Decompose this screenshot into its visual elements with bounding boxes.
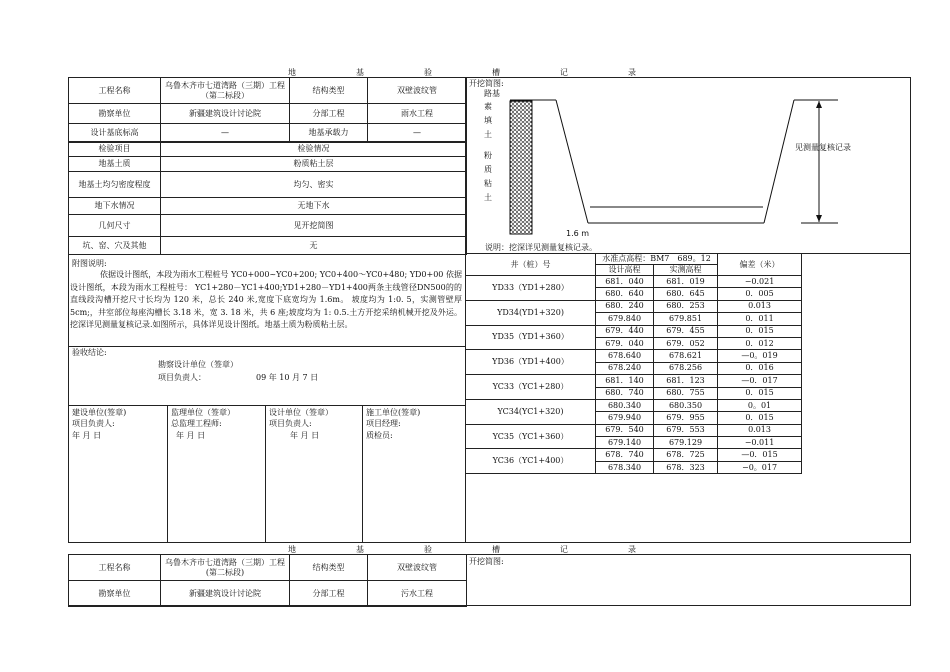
design-elevation: 680．240 [596,300,654,312]
inspection-status: 粉质粘土层 [161,157,467,172]
survey-unit-label: 勘察单位 [69,104,161,124]
record-title: 地 基 验 槽 记 录 [288,68,662,77]
sketch-side-text: 粘 [484,179,492,188]
sign-date: 质检员: [366,431,393,440]
survey-sign-label: 勘察设计单位（签章） [158,360,238,369]
measured-elevation: 678．323 [654,461,718,473]
sign-person: 总监理工程师: [171,419,222,428]
well-no: YC35（YC1+360） [466,424,596,449]
divider [167,405,168,543]
measured-elevation: 678．725 [654,449,718,461]
measured-elevation: 679．455 [654,325,718,337]
project-name-value: 乌鲁木齐市七道湾路（三期）工程(第二标段) [161,555,290,581]
deviation: 0．012 [718,337,802,349]
structure-type-value: 双壁波纹管 [368,555,467,581]
bearing-capacity-label: 地基承载力 [290,124,368,143]
sign-date: 年 月 日 [176,431,206,440]
measured-elevation-header: 实测高程 [654,265,718,276]
measured-elevation: 678.621 [654,350,718,362]
design-elevation: 679.140 [596,437,654,449]
well-no: YD34(YD1+320) [466,300,596,325]
inspection-item: 地下水情况 [69,198,161,215]
elevation-row [466,424,802,436]
sign-date: 年 月 日 [290,431,320,440]
elevation-row [466,325,802,337]
design-elevation: 679.840 [596,313,654,325]
deviation: −0。017 [718,461,802,473]
divider [265,405,266,543]
divider [68,405,466,406]
inspection-item: 地基土质 [69,157,161,172]
divider [68,346,466,347]
sketch-side-text: 土 [484,130,492,139]
record2-title: 地 基 验 槽 记 录 [288,545,662,554]
design-elevation: 678.640 [596,350,654,362]
design-elevation-value: — [161,124,290,143]
structure-type-label: 结构类型 [290,555,368,581]
inspection-item-header: 检验项目 [69,142,161,157]
design-elevation: 681．040 [596,276,654,288]
subproject-label: 分部工程 [290,581,368,607]
design-elevation: 678.240 [596,362,654,374]
deviation: 0．011 [718,313,802,325]
survey-unit-label: 勘察单位 [69,581,161,607]
deviation: —0。019 [718,350,802,362]
sign-unit: 施工单位(签章) [366,408,421,417]
right-slope [764,100,794,223]
inspection-item: 地基土均匀密度程度 [69,172,161,198]
design-elevation: 679.940 [596,412,654,424]
well-no: YD35（YD1+360） [466,325,596,350]
sign-date: 年 月 日 [72,431,102,440]
survey-date: 09 年 10 月 7 日 [256,373,319,382]
deviation: 0。01 [718,399,802,411]
sketch-side-text: 路基 [484,89,500,98]
design-elevation: 680．740 [596,387,654,399]
record2-sketch-label: 开挖简图: [469,557,504,566]
design-elevation: 678．740 [596,449,654,461]
project-name-value: 乌鲁木齐市七道湾路（三期）工程（第二标段） [161,78,290,104]
divider [362,405,363,543]
project-name-label: 工程名称 [69,555,161,581]
inspection-item: 几何尺寸 [69,215,161,237]
well-no-header: 井（桩）号 [466,254,596,276]
well-no: YD36（YD1+400） [466,350,596,375]
measured-elevation: 679.851 [654,313,718,325]
elevation-row [466,300,802,312]
well-no: YC33（YC1+280） [466,375,596,400]
measured-elevation: 681．123 [654,375,718,387]
subproject-value: 污水工程 [368,581,467,607]
excavation-sketch [466,77,910,242]
sketch-side-text: 质 [484,165,492,174]
well-no: YD33（YD1+280） [466,276,596,301]
inspection-status: 无 [161,237,467,255]
measured-elevation: 681．019 [654,276,718,288]
measured-elevation: 680．645 [654,288,718,300]
sign-person: 项目负责人: [269,419,312,428]
deviation: 0．015 [718,325,802,337]
bearing-capacity-value: — [368,124,467,143]
survey-unit-value: 新疆建筑设计讨论院 [161,581,290,607]
measured-elevation: 679.129 [654,437,718,449]
measured-elevation: 680.350 [654,399,718,411]
design-elevation: 679．540 [596,424,654,436]
arrow-up [816,101,822,108]
arrow-down [816,215,822,222]
deviation: —0．015 [718,449,802,461]
design-elevation-label: 设计基底标高 [69,124,161,143]
project-name-label: 工程名称 [69,78,161,104]
deviation: 0.013 [718,300,802,312]
elevation-table [465,253,802,474]
deviation: 0．015 [718,412,802,424]
design-elevation: 679．040 [596,337,654,349]
deviation: 0．016 [718,362,802,374]
sign-unit: 建设单位(签章) [72,408,127,417]
elevation-row [466,350,802,362]
inspection-status: 均匀、密实 [161,172,467,198]
deviation-header: 偏差（米） [718,254,802,276]
width-label: 1.6 m [566,229,590,238]
elevation-row [466,449,802,461]
measured-elevation: 679．955 [654,412,718,424]
survey-unit-value: 新疆建筑设计讨论院 [161,104,290,124]
deviation: 0．005 [718,288,802,300]
measured-elevation: 679．052 [654,337,718,349]
structure-type-value: 双壁波纹管 [368,78,467,104]
inspection-table [68,141,467,255]
sketch-explain: 说明：挖深详见测量复核记录。 [485,243,597,252]
sign-person: 项目经理: [366,419,401,428]
sketch-side-text: 素 [484,102,492,111]
design-elevation: 680.340 [596,399,654,411]
design-elevation-header: 设计高程 [596,265,654,276]
measured-elevation: 679．553 [654,424,718,436]
depth-note: 见测量复核记录 [795,143,851,152]
header-table [68,77,467,143]
sign-unit: 监理单位（签章） [171,408,235,417]
benchmark-header: 水准点高程：BM7 689。12 [596,254,718,265]
inspection-item: 坑、窑、穴及其他 [69,237,161,255]
acceptance-label: 验收结论: [72,348,107,357]
notes-label: 附图说明: [72,259,107,268]
deviation: 0．015 [718,387,802,399]
subproject-value: 雨水工程 [368,104,467,124]
elevation-row [466,399,802,411]
deviation: —0．017 [718,375,802,387]
notes-text: 依据设计图纸，本段为雨水工程桩号 YC0+000~YC0+200; YC0+400～YC0+480; YD0+00 依据设计图纸，本段为雨水工程桩号： YC1+280－YC1+400;YD1+280－YD1+400两条主线管径DN500的的直线段沟槽开挖尺寸长均为 120 米，总长 240 米,宽度下底宽均为 1.6m。 坡度均为 1:0. 5，实测管壁厚 5cm;，井室部位每座沟槽长 3.18 米，宽 3. 18 米，共 6 座;坡度均为 1: 0.5.土方开挖采纳机械开挖及外运。挖深详见测量复核记录.如图所示，具体详见设计图纸。地基土质为粉质粘土层。 [70,270,462,329]
inspection-status: 见开挖简图 [161,215,467,237]
subproject-label: 分部工程 [290,104,368,124]
survey-person-label: 项目负责人： [158,373,206,382]
well-no: YC36（YC1+400） [466,449,596,474]
measured-elevation: 678.256 [654,362,718,374]
well-no: YC34(YC1+320) [466,399,596,424]
measured-elevation: 680．253 [654,300,718,312]
left-slope [556,100,588,223]
elevation-row [466,276,802,288]
design-elevation: 679．440 [596,325,654,337]
deviation: −0.021 [718,276,802,288]
sketch-label: 开挖简图: [469,79,504,88]
deviation: 0.013 [718,424,802,436]
sketch-side-text: 粉 [484,151,492,160]
sign-unit: 设计单位（签章） [269,408,333,417]
elevation-row [466,375,802,387]
sketch-side-text: 填 [484,116,492,125]
inspection-status-header: 检验情况 [161,142,467,157]
record2-header-table [68,554,467,607]
inspection-status: 无地下水 [161,198,467,215]
design-elevation: 678.340 [596,461,654,473]
deviation: −0.011 [718,437,802,449]
soil-column [510,101,532,234]
design-elevation: 680．640 [596,288,654,300]
structure-type-label: 结构类型 [290,78,368,104]
sign-person: 项目负责人: [72,419,115,428]
measured-elevation: 680．755 [654,387,718,399]
design-elevation: 681．140 [596,375,654,387]
sketch-side-text: 土 [484,193,492,202]
